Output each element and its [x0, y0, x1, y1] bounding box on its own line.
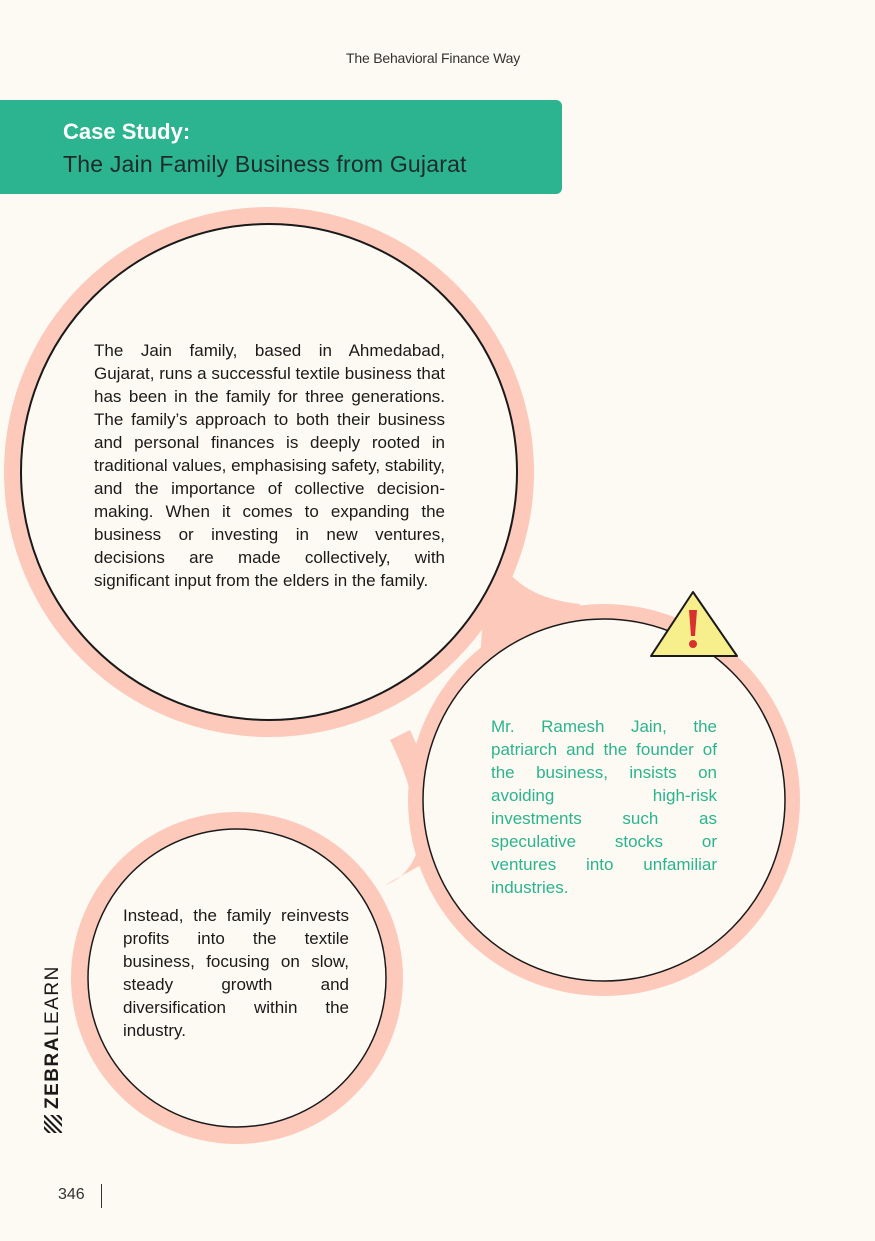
circle-text-intro: The Jain family, based in Ahmedabad, Gujarat, runs a successful textile business that has been in the family for three generations. The family’s approach to both their business and personal finances is deeply rooted in traditional values, emphasising safety, stability, and the importance of collective decision-making. When it comes to expanding the business or investing in new ventures, decisions are made collectively, with significant input from the elders in the family. — [94, 341, 445, 590]
page-number-divider — [101, 1184, 102, 1208]
circle-text-reinvest: Instead, the family reinvests profits into the textile business, focusing on slow, steady growth and diversification within the industry. — [123, 906, 349, 1040]
running-header: The Behavioral Finance Way — [346, 50, 521, 66]
brand-wordmark-bold: ZEBRA — [42, 1036, 63, 1109]
brand-wordmark-light: LEARN — [42, 965, 63, 1037]
page-number: 346 — [58, 1186, 85, 1203]
banner-kicker: Case Study: — [63, 119, 191, 144]
zebra-stripes-icon — [44, 1115, 62, 1133]
circle-text-patriarch: Mr. Ramesh Jain, the patriarch and the founder of the business, insists on avoiding high-risk investments such as speculative stocks or ventures into unfamiliar industries. — [491, 717, 717, 897]
brand-logo — [42, 965, 64, 1133]
banner-title: The Jain Family Business from Gujarat — [63, 151, 467, 177]
